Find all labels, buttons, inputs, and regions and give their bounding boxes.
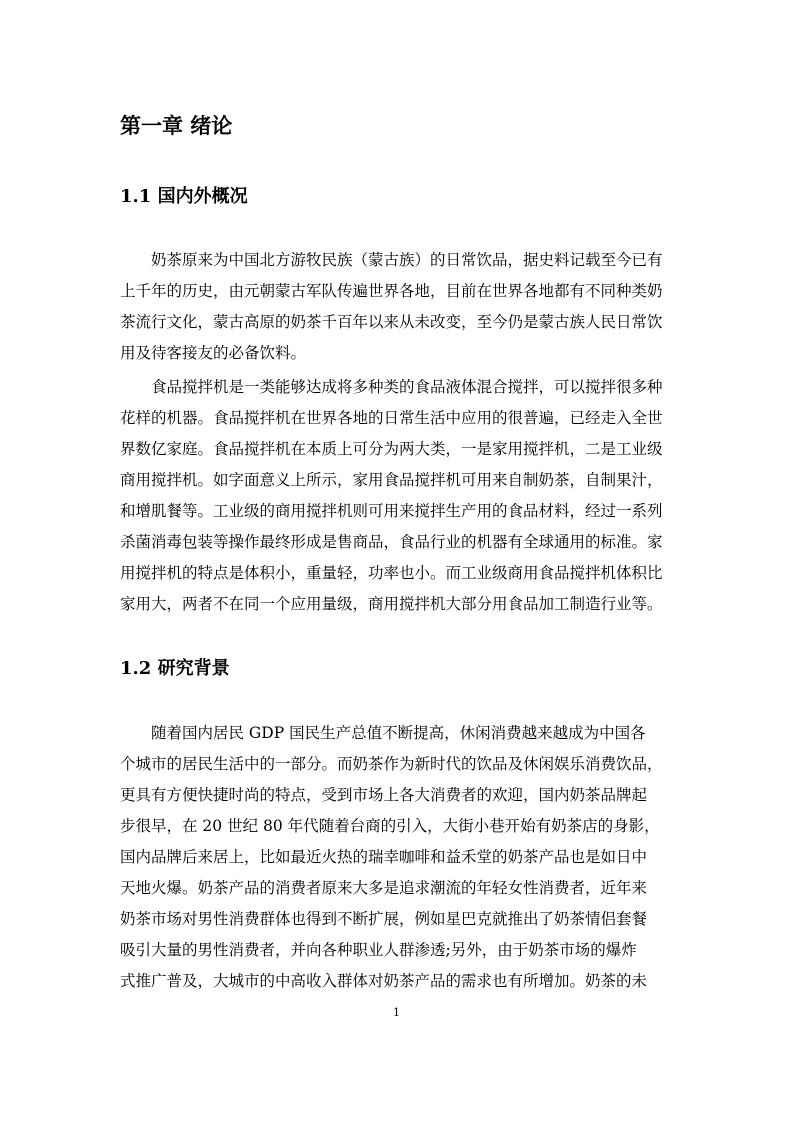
- paragraph-line: 奶茶市场对男性消费群体也得到不断扩展，例如星巴克就推出了奶茶情侣套餐: [120, 910, 648, 928]
- paragraph-line: 式推广普及，大城市的中高收入群体对奶茶产品的需求也有所增加。奶茶的未: [120, 972, 648, 990]
- paragraph-line: 商用搅拌机。如字面意义上所示，家用食品搅拌机可用来自制奶茶，自制果汁，: [120, 471, 663, 489]
- paragraph-line: 奶茶原来为中国北方游牧民族（蒙古族）的日常饮品，据史料记载至今已有: [151, 251, 663, 269]
- paragraph-line: 随着国内居民 GDP 国民生产总值不断提高，休闲消费越来越成为中国各: [151, 724, 646, 742]
- section-heading-1-1: 1.1 国内外概况: [120, 186, 248, 207]
- paragraph-line: 花样的机器。食品搅拌机在世界各地的日常生活中应用的很普遍，已经走入全世: [120, 409, 663, 427]
- paragraph-line: 用搅拌机的特点是体积小，重量轻，功率也小。而工业级商用食品搅拌机体积比: [120, 564, 663, 582]
- paragraph-line: 个城市的居民生活中的一部分。而奶茶作为新时代的饮品及休闲娱乐消费饮品，: [120, 755, 663, 773]
- paragraph-line: 国内品牌后来居上，比如最近火热的瑞幸咖啡和益禾堂的奶茶产品也是如日中: [120, 848, 648, 866]
- paragraph-line: 食品搅拌机是一类能够达成将多种类的食品液体混合搅拌，可以搅拌很多种: [151, 378, 663, 396]
- paragraph-line: 天地火爆。奶茶产品的消费者原来大多是追求潮流的年轻女性消费者，近年来: [120, 879, 648, 897]
- paragraph-line: 茶流行文化，蒙古高原的奶茶千百年以来从未改变，至今仍是蒙古族人民日常饮: [120, 313, 663, 331]
- paragraph: [120, 718, 680, 997]
- page-number: 1: [393, 1006, 400, 1019]
- chapter-title: 第一章 绪论: [120, 113, 233, 138]
- paragraph-line: 界数亿家庭。食品搅拌机在本质上可分为两大类，一是家用搅拌机，二是工业级: [120, 440, 663, 458]
- paragraph-line: 更具有方便快捷时尚的特点，受到市场上各大消费者的欢迎，国内奶茶品牌起: [120, 786, 648, 804]
- paragraph-line: 和增肌餐等。工业级的商用搅拌机则可用来搅拌生产用的食品材料，经过一系列: [120, 502, 663, 520]
- paragraph-line: 家用大，两者不在同一个应用量级，商用搅拌机大部分用食品加工制造行业等。: [120, 595, 663, 613]
- paragraph-line: 吸引大量的男性消费者，并向各种职业人群渗透;另外，由于奶茶市场的爆炸: [120, 941, 637, 959]
- paragraph: [120, 372, 680, 620]
- paragraph-line: 步很早，在 20 世纪 80 年代随着台商的引入，大街小巷开始有奶茶店的身影，: [120, 817, 660, 835]
- paragraph-line: 杀菌消毒包装等操作最终形成是售商品，食品行业的机器有全球通用的标准。家: [120, 533, 663, 551]
- paragraph-line: 上千年的历史，由元朝蒙古军队传遍世界各地，目前在世界各地都有不同种类奶: [120, 282, 663, 300]
- paragraph-line: 用及待客接友的必备饮料。: [120, 344, 307, 362]
- section-heading-1-2: 1.2 研究背景: [120, 658, 230, 679]
- paragraph: [120, 245, 680, 369]
